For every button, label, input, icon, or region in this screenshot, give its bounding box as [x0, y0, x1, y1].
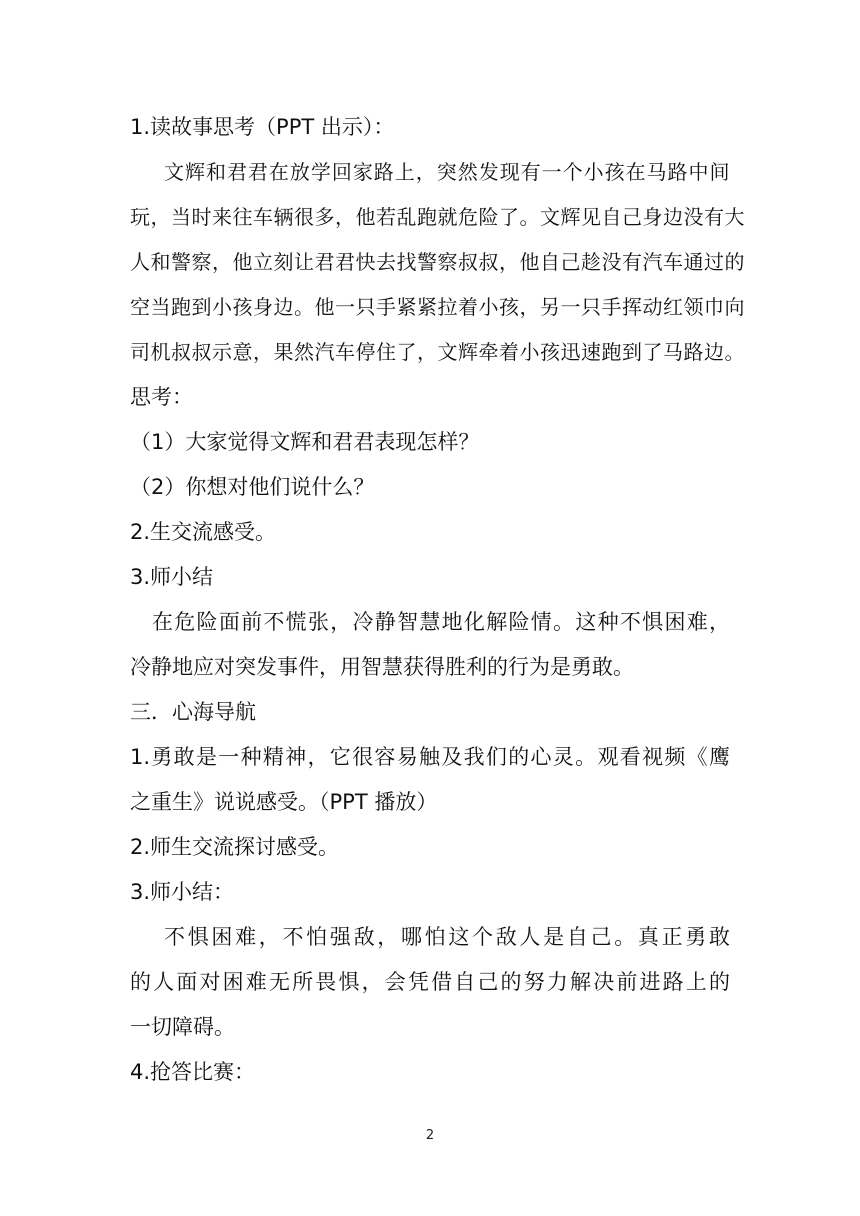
story-line-3: 人和警察，他立刻让君君快去找警察叔叔，他自己趁没有汽车通过的: [130, 250, 745, 274]
heading-read-story: 1.读故事思考（PPT 出示）：: [130, 115, 395, 139]
page-number: 2: [425, 1128, 435, 1143]
item-exchange-feelings: 2.生交流感受。: [130, 520, 277, 544]
question-2: （2）你想对他们说什么？: [130, 475, 375, 499]
section3-item-2: 2.师生交流探讨感受。: [130, 835, 340, 859]
story-line-5: 司机叔叔示意，果然汽车停住了，文辉牵着小孩迅速跑到了马路边。: [130, 340, 745, 364]
summary-1-line-2: 冷静地应对突发事件，用智慧获得胜利的行为是勇敢。: [130, 655, 634, 679]
section-heading-3: 三．心海导航: [130, 700, 256, 724]
item-teacher-summary: 3.师小结: [130, 565, 214, 589]
story-line-2: 玩，当时来往车辆很多，他若乱跑就危险了。文辉见自己身边没有大: [130, 205, 745, 229]
question-1: （1）大家觉得文辉和君君表现怎样？: [130, 430, 480, 454]
summary-2-line-1: 不惧困难，不怕强敌，哪怕这个敌人是自己。真正勇敢: [164, 925, 730, 949]
summary-1-line-1: 在危险面前不慌张，冷静智慧地化解险情。这种不惧困难，: [152, 610, 730, 634]
section3-item-3: 3.师小结：: [130, 880, 235, 904]
section3-item1-line-2: 之重生》说说感受。（PPT 播放）: [130, 790, 438, 814]
summary-2-line-2: 的人面对困难无所畏惧，会凭借自己的努力解决前进路上的: [130, 970, 730, 994]
think-label: 思考：: [130, 385, 193, 409]
summary-2-line-3: 一切障碍。: [130, 1015, 235, 1039]
section3-item-4: 4.抢答比赛：: [130, 1060, 256, 1084]
story-line-1: 文辉和君君在放学回家路上，突然发现有一个小孩在马路中间: [164, 160, 730, 184]
section3-item1-line-1: 1.勇敢是一种精神，它很容易触及我们的心灵。观看视频《鹰: [130, 745, 730, 769]
story-line-4: 空当跑到小孩身边。他一只手紧紧拉着小孩，另一只手挥动红领巾向: [130, 295, 745, 319]
